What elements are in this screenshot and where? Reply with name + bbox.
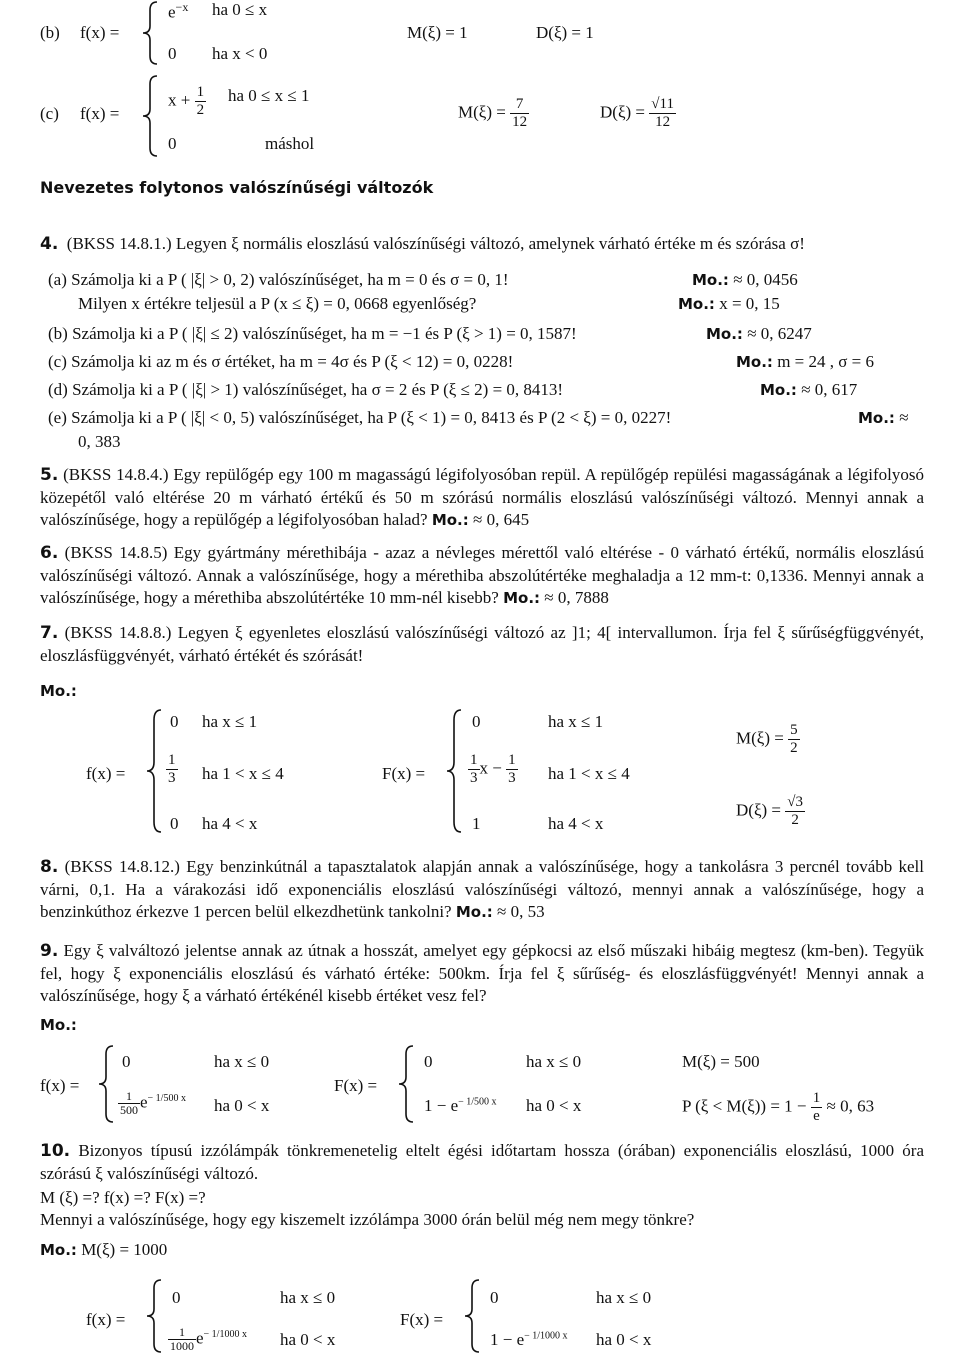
p7-F-label: F(x) = [382, 764, 426, 783]
p7-f-case3-cond: ha 4 < x [202, 814, 258, 833]
left-brace-icon [444, 708, 464, 834]
p7-f-case2-cond: ha 1 < x ≤ 4 [202, 764, 284, 783]
p7-F-case1-expr: 0 [472, 712, 481, 731]
p7-f-case3-expr: 0 [170, 814, 179, 833]
p10-F-case2: $1 - e^{- 1/1000 x}$ [490, 1330, 568, 1349]
b-case1-cond: ha 0 ≤ x [212, 0, 268, 19]
left-brace-icon [144, 1278, 164, 1354]
p4-e-answer: ≈ [899, 408, 909, 427]
p4-a2-answer-label: Mo.: [678, 295, 715, 313]
b-case1-expr: e [168, 2, 176, 22]
problem-8: 8. (BKSS 14.8.12.) Egy benzinkútnál a tapasztalatok alapján annak a valószínűsége, hogy a tankolásra 3 percnél tovább kell várni, 0,1. Ha a várakozási idő exponenciális eloszlású valószínűségi változó, mennyi annak a valószínűsége, hogy a benzinkúthoz érkezve 1 percen belül elkezdhetünk tankolni? Mo.: ≈ 0, 53 [40, 857, 924, 921]
p7-mean: M(ξ) = [736, 728, 784, 748]
b-case2-cond: ha x < 0 [212, 44, 268, 63]
p4-a2-answer: x = 0, 15 [719, 294, 780, 313]
c-std: D(ξ) = [600, 102, 646, 122]
p10-f-case2: $\frac{1}{1000}$ $e^{- 1/1000 x}$ [170, 1325, 247, 1353]
problem-4-number: 4. [40, 234, 59, 254]
b-case1-exp: −x [175, 0, 189, 14]
section-title: Nevezetes folytonos valószínűségi változók [40, 178, 434, 197]
problem-6: 6. (BKSS 14.8.5) Egy gyártmány mérethibája - azaz a névleges mérettől való eltérése - 0 várható értékű, normális eloszlású valószínűségi változó. Annak a valószínűsége, hogy a mérethiba abszolútértéke meghaladja a 12 mm-t: 0,1336. Mennyi annak a valószínűsége, hogy a mérethiba abszolútértéke 10 mm-nél kisebb? Mo.: ≈ 0, 7888 [40, 543, 925, 607]
item-c-f-label: f(x) = [80, 104, 120, 123]
c-case1-fraction: $\frac{1}{2}$ [196, 84, 205, 118]
left-brace-icon [140, 0, 160, 66]
problem-5: 5. (BKSS 14.8.4.) Egy repülőgép egy 100 m magasságú légifolyosóban repül. A repülőgép repülési magasságának a légifolyosó közepétől való eltérése 20 m várható értékű és 50 m szórású normális eloszlású valószínűségi változó. Mennyi annak a valószínűsége, hogy a repülőgép a légifolyosóban halad? Mo.: ≈ 0, 645 [40, 465, 924, 529]
p10-F-case1-cond: ha x ≤ 0 [596, 1288, 652, 1307]
p7-F-case1-cond: ha x ≤ 1 [548, 712, 604, 731]
p4-c-answer: m = 24 , σ = 6 [777, 352, 874, 371]
problem-4-text: (BKSS 14.8.1.) Legyen ξ normális eloszlású valószínűségi változó, amelynek várható értéke m és szórása σ! [66, 234, 805, 253]
p9-F-case1: 0 [424, 1052, 433, 1071]
c-std-fraction: $\frac{√11}{12}$ [651, 96, 674, 130]
p4-a-answer-label: Mo.: [692, 271, 729, 289]
c-case2-expr: 0 [168, 134, 177, 153]
p4-e-text: (e) Számolja ki a P ( |ξ| < 0, 5) valószínűséget, ha P (ξ < 1) = 0, 8413 és P (2 < ξ) = 0, 0227! [48, 408, 672, 427]
p7-F-case2-cond: ha 1 < x ≤ 4 [548, 764, 630, 783]
p7-mo-label: Mo.: [40, 682, 77, 700]
p4-d-text: (d) Számolja ki a P ( |ξ| > 1) valószínűséget, ha σ = 2 és P (ξ ≤ 2) = 0, 8413! [48, 380, 564, 399]
p7-F-case2-expr: $\frac{1}{3}$ x − $\frac{1}{3}$ [470, 752, 516, 786]
p4-e-answer-cont: 0, 383 [78, 432, 121, 451]
left-brace-icon [140, 74, 160, 158]
p7-f-label: f(x) = [86, 764, 126, 783]
left-brace-icon [462, 1278, 482, 1354]
b-case2-expr: 0 [168, 44, 177, 63]
p10-F-case2-cond: ha 0 < x [596, 1330, 652, 1349]
p10-mean: M(ξ) = 1000 [81, 1240, 168, 1259]
problem-9: 9. Egy ξ valváltozó jelentse annak az útnak a hosszát, amelyet egy gépkocsi az első műszaki hibáig megtesz (km-ben). Tegyük fel, hogy ξ exponenciális eloszlású és várható értéke: 500km. Írja fel ξ sűrűség- és eloszlásfüggvényét! Mennyi annak a valószínűsége, hogy ξ a várható értékénél kisebb értéket vesz fel? [40, 941, 924, 1005]
item-c-label: (c) [40, 104, 59, 123]
left-brace-icon [144, 708, 164, 834]
p9-F-case2-cond: ha 0 < x [526, 1096, 582, 1115]
left-brace-icon [96, 1044, 116, 1124]
p9-F-label: F(x) = [334, 1076, 378, 1095]
item-b-f-label: f(x) = [80, 23, 120, 42]
p9-mean: M(ξ) = 500 [682, 1052, 760, 1071]
p9-F-case1-cond: ha x ≤ 0 [526, 1052, 582, 1071]
p7-std-fraction: $\frac{√3}{2}$ [787, 794, 803, 828]
p10-F-case1: 0 [490, 1288, 499, 1307]
p10-question2: Mennyi a valószínűsége, hogy egy kiszemelt izzólámpa 3000 órán belül még nem megy tönkre? [40, 1210, 695, 1229]
p9-f-case2-cond: ha 0 < x [214, 1096, 270, 1115]
p10-f-case1: 0 [172, 1288, 181, 1307]
problem-10: 10. Bizonyos típusú izzólámpák tönkremenetelig eltelt égési időtartam hossza (órában) exponenciális eloszlású, 1000 óra szórású ξ valószínűségi változó. [40, 1141, 924, 1183]
p9-f-label: f(x) = [40, 1076, 80, 1095]
b-mean: M(ξ) = 1 [407, 23, 468, 42]
p4-a-text: (a) Számolja ki a P ( |ξ| > 0, 2) valószínűséget, ha m = 0 és σ = 0, 1! [48, 270, 509, 289]
p4-b-answer: ≈ 0, 6247 [747, 324, 812, 343]
p4-d-answer-label: Mo.: [760, 381, 797, 399]
p7-F-case3-expr: 1 [472, 814, 481, 833]
c-mean-fraction: $\frac{7}{12}$ [512, 96, 528, 130]
p4-a2-text: Milyen x értékre teljesül a P (x ≤ ξ) = 0, 0668 egyenlőség? [78, 294, 477, 313]
p4-b-text: (b) Számolja ki a P ( |ξ| ≤ 2) valószínűséget, ha m = −1 és P (ξ > 1) = 0, 1587! [48, 324, 577, 343]
p4-e-answer-label: Mo.: [858, 409, 895, 427]
p7-std: D(ξ) = [736, 800, 782, 820]
item-b-label: (b) [40, 23, 60, 42]
p9-prob-fraction: $\frac{1}{e}$ [812, 1090, 821, 1124]
p7-f-case2-fraction: $\frac{1}{3}$ [168, 752, 176, 786]
p10-mo-label: Mo.: [40, 1241, 77, 1259]
problem-7: 7. (BKSS 14.8.8.) Legyen ξ egyenletes eloszlású valószínűségi változó az ]1; 4[ intervallumon. Írja fel ξ sűrűségfüggvényét, eloszlásfüggvényét, várható értékét és szórását! [40, 623, 924, 665]
c-case1-cond: ha 0 ≤ x ≤ 1 [228, 86, 310, 105]
p10-f-label: f(x) = [86, 1310, 126, 1329]
p9-mo-label: Mo.: [40, 1016, 77, 1034]
p10-questions: M (ξ) =? f(x) =? F(x) =? [40, 1188, 206, 1207]
c-case1-expr: x + [168, 90, 191, 110]
p9-f-case2: $\frac{1}{500}$ $e^{- 1/500 x}$ [120, 1089, 186, 1117]
p10-F-label: F(x) = [400, 1310, 444, 1329]
left-brace-icon [396, 1044, 416, 1124]
p10-f-case2-cond: ha 0 < x [280, 1330, 336, 1349]
b-std: D(ξ) = 1 [536, 23, 594, 42]
p9-prob: P (ξ < M(ξ)) = 1 − [682, 1096, 807, 1116]
p9-F-case2: $1 - e^{- 1/500 x}$ [424, 1096, 497, 1115]
p9-prob-answer: ≈ 0, 63 [826, 1096, 875, 1116]
p4-c-text: (c) Számolja ki az m és σ értéket, ha m = 4σ és P (ξ < 12) = 0, 0228! [48, 352, 514, 371]
c-mean: M(ξ) = [458, 102, 506, 122]
p4-b-answer-label: Mo.: [706, 325, 743, 343]
p4-a-answer: ≈ 0, 0456 [733, 270, 798, 289]
p7-f-case1-expr: 0 [170, 712, 179, 731]
p9-f-case1: 0 [122, 1052, 131, 1071]
c-case2-cond: máshol [265, 134, 315, 153]
p4-c-answer-label: Mo.: [736, 353, 773, 371]
p4-d-answer: ≈ 0, 617 [801, 380, 858, 399]
p7-f-case1-cond: ha x ≤ 1 [202, 712, 258, 731]
p7-F-case3-cond: ha 4 < x [548, 814, 604, 833]
p7-mean-fraction: $\frac{5}{2}$ [790, 722, 798, 756]
p9-f-case1-cond: ha x ≤ 0 [214, 1052, 270, 1071]
p10-f-case1-cond: ha x ≤ 0 [280, 1288, 336, 1307]
